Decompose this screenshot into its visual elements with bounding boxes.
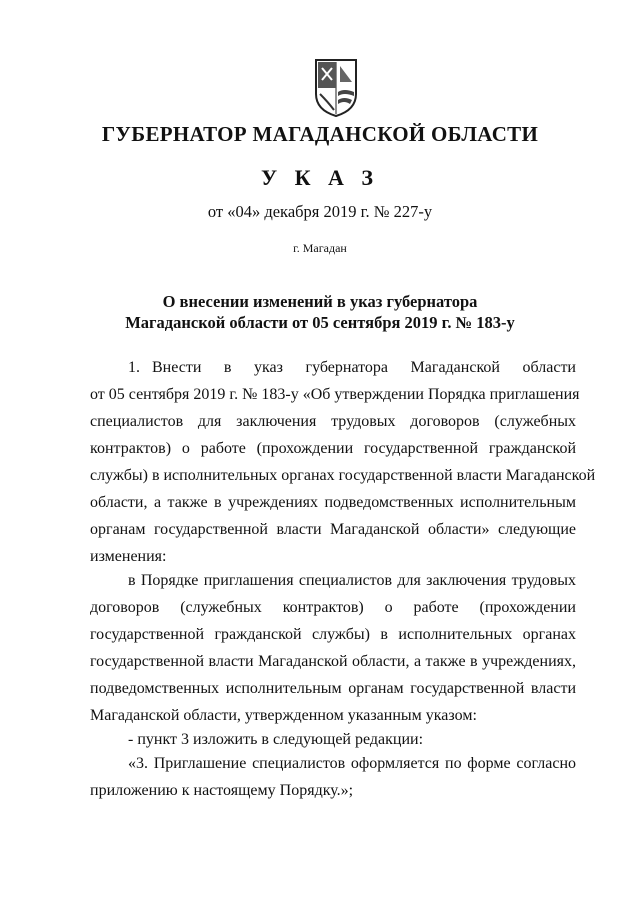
body-line: государственной власти Магаданской области, а также в учреждениях, <box>90 653 576 670</box>
body-line: службы) в исполнительных органах государственной власти Магаданской <box>90 467 596 484</box>
document-type: У К А З <box>260 165 380 190</box>
coat-of-arms-icon <box>314 58 358 118</box>
body-line: от 05 сентября 2019 г. № 183-у «Об утверждении Порядка приглашения <box>90 386 580 403</box>
body-line: - пункт 3 изложить в следующей редакции: <box>128 731 424 748</box>
body-line: «3. Приглашение специалистов оформляется по форме согласно <box>128 755 576 772</box>
body-line: государственной гражданской службы) в исполнительных органах <box>90 626 576 643</box>
city: г. Магадан <box>293 241 347 255</box>
heading-line-1: О внесении изменений в указ губернатора <box>162 292 478 311</box>
body-line: специалистов для заключения трудовых договоров (служебных <box>90 413 576 430</box>
heading-line-2: Магаданской области от 05 сентября 2019 г. № 183-у <box>125 313 515 332</box>
authority-title: ГУБЕРНАТОР МАГАДАНСКОЙ ОБЛАСТИ <box>101 122 539 146</box>
date-and-number: от «04» декабря 2019 г. № 227-у <box>207 202 433 221</box>
body-line: изменения: <box>90 548 167 565</box>
body-line: в Порядке приглашения специалистов для заключения трудовых <box>128 572 576 589</box>
body-line: Внести в указ губернатора Магаданской области <box>152 359 576 376</box>
body-line: Магаданской области, утвержденном указанным указом: <box>90 707 477 724</box>
body-line: подведомственных исполнительным органам государственной власти <box>90 680 576 697</box>
item-number: 1. <box>128 359 140 376</box>
body-line: органам государственной власти Магаданской области» следующие <box>90 521 576 538</box>
body-line: приложению к настоящему Порядку.»; <box>90 782 354 799</box>
body-line: контрактов) о работе (прохождении государственной гражданской <box>90 440 576 457</box>
body-line: договоров (служебных контрактов) о работе (прохождении <box>90 599 576 616</box>
body-line: области, а также в учреждениях подведомственных исполнительным <box>90 494 576 511</box>
